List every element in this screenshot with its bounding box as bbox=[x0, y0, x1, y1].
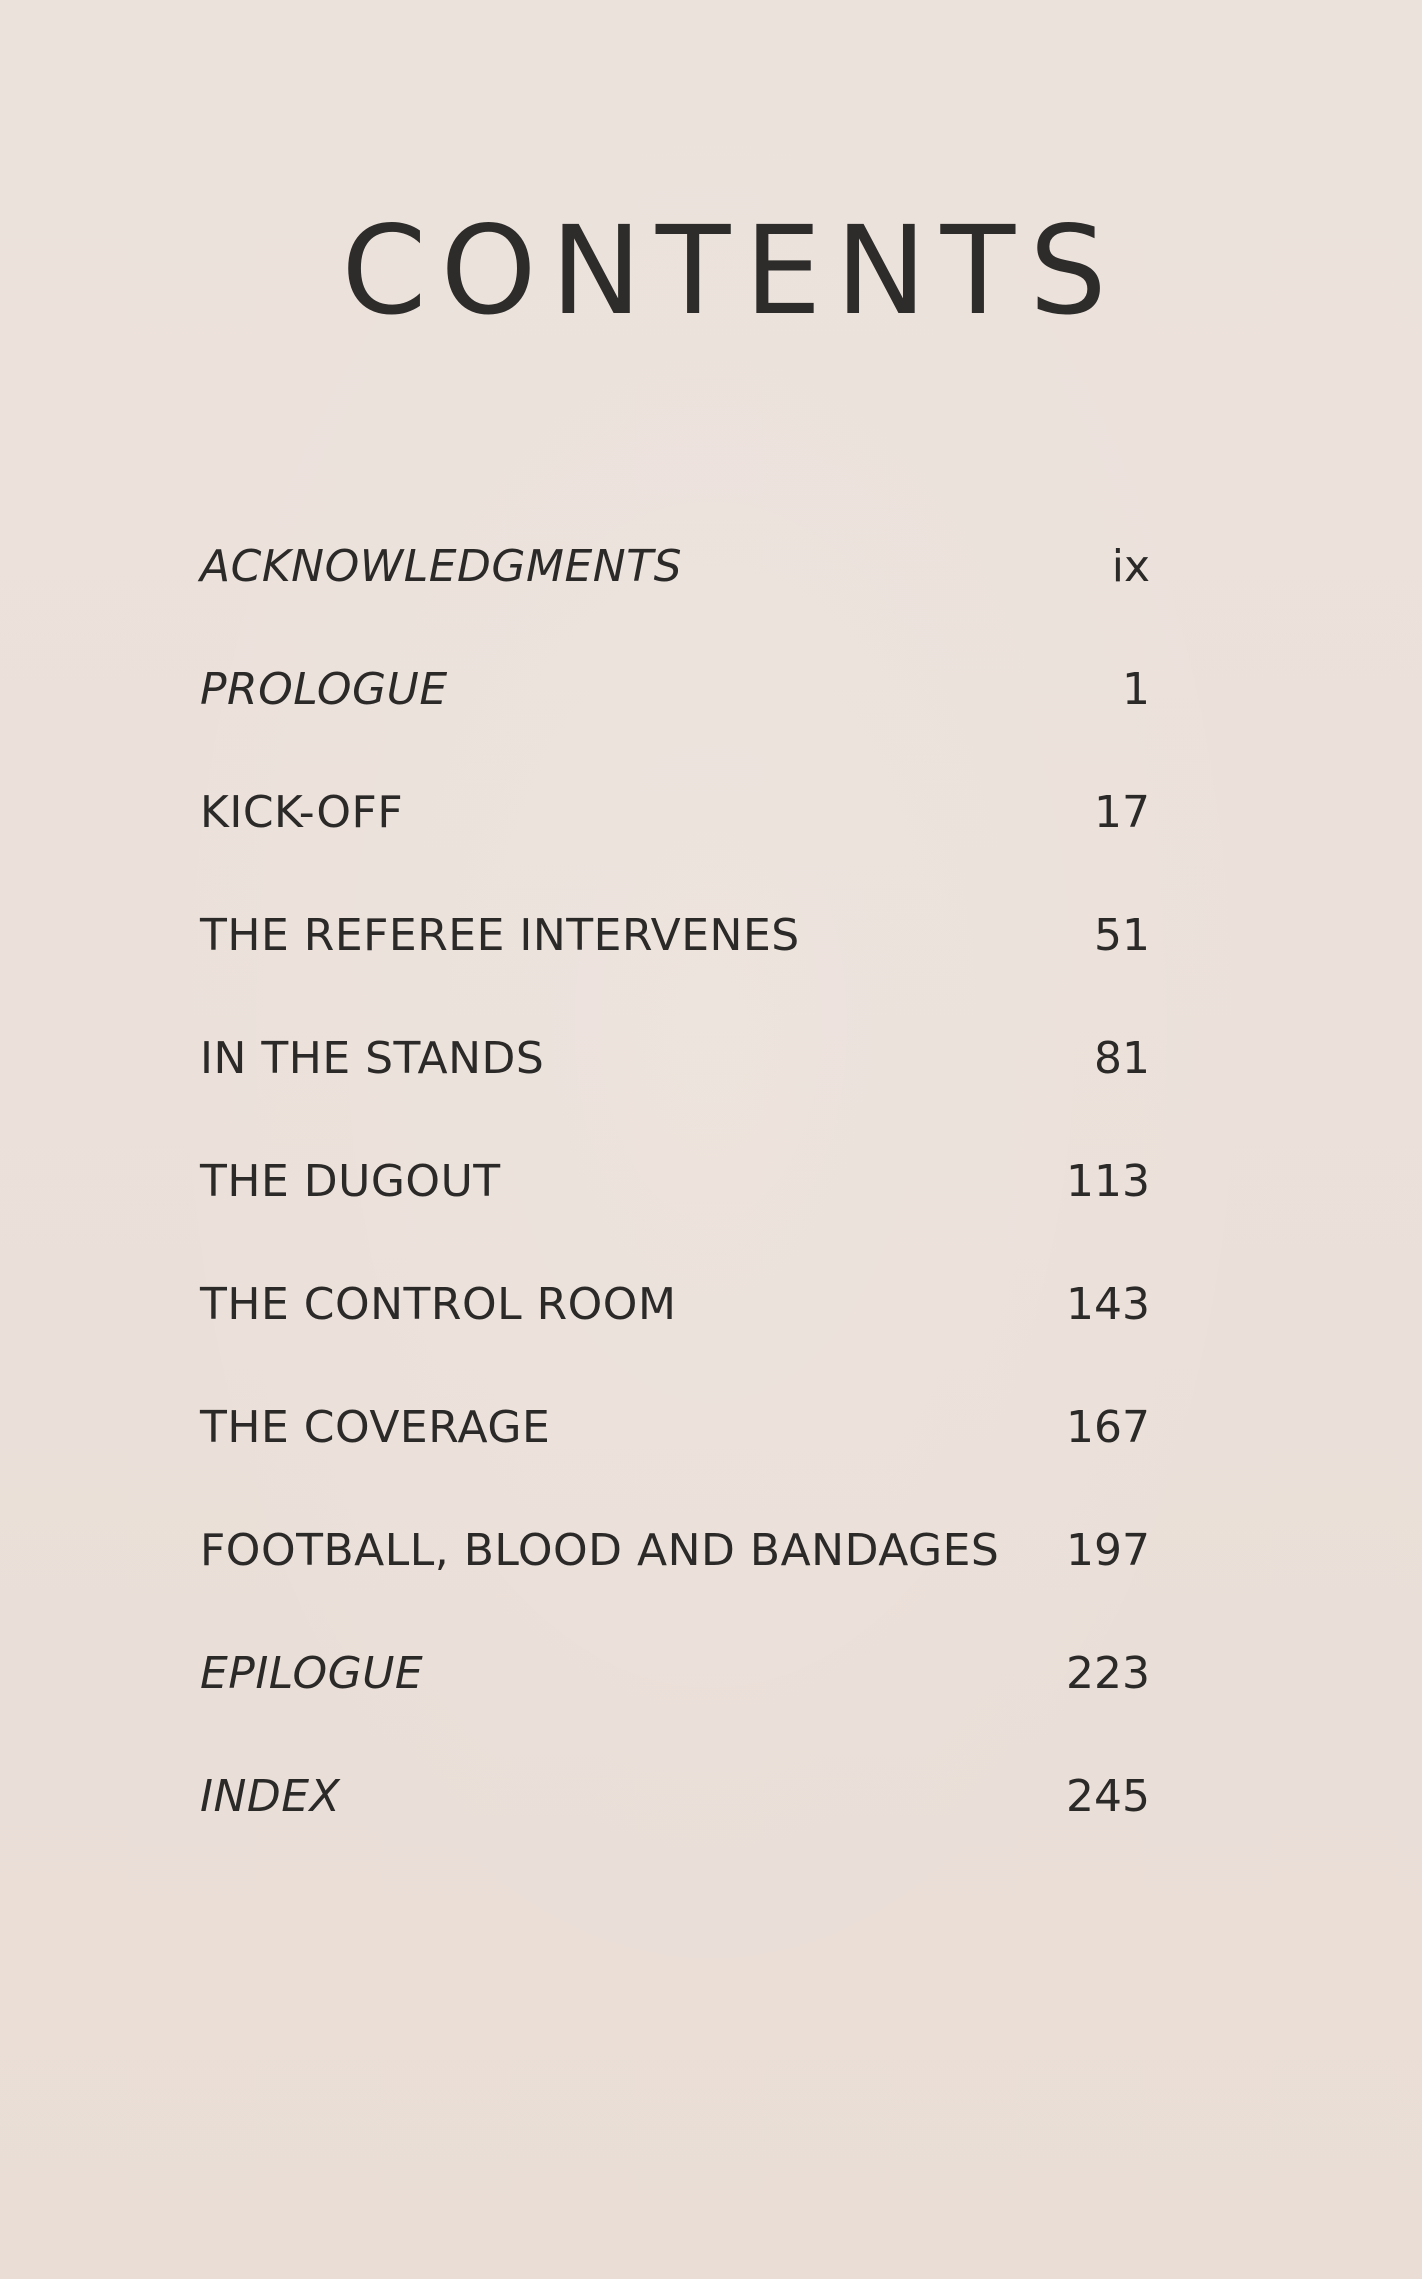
toc-entry-label: PROLOGUE bbox=[200, 664, 448, 715]
toc-entry-label: KICK-OFF bbox=[200, 787, 404, 838]
toc-entry-index bbox=[200, 1735, 1150, 1858]
toc-entry-page-number: 1 bbox=[1122, 664, 1150, 715]
page-title: CONTENTS bbox=[341, 200, 1121, 342]
toc-entry-page-number: 197 bbox=[1066, 1525, 1150, 1576]
toc-entry-page-number: 51 bbox=[1094, 910, 1150, 961]
toc-entry-page-number: 223 bbox=[1066, 1648, 1150, 1699]
toc-entry-label: FOOTBALL, BLOOD AND BANDAGES bbox=[200, 1525, 1000, 1576]
toc-entry-acknowledgments bbox=[200, 505, 1150, 628]
toc-entry-page-number: ix bbox=[1111, 541, 1150, 592]
toc-entry-in-the-stands bbox=[200, 997, 1150, 1120]
toc-entry-football-blood-bandages bbox=[200, 1489, 1150, 1612]
toc-entry-page-number: 81 bbox=[1094, 1033, 1150, 1084]
toc-entry-label: ACKNOWLEDGMENTS bbox=[200, 541, 683, 592]
toc-entry-label: THE COVERAGE bbox=[200, 1402, 551, 1453]
toc-entry-kick-off bbox=[200, 751, 1150, 874]
toc-entry-control-room bbox=[200, 1243, 1150, 1366]
toc-entry-page-number: 113 bbox=[1066, 1156, 1150, 1207]
toc-entry-prologue bbox=[200, 628, 1150, 751]
toc-entry-referee-intervenes bbox=[200, 874, 1150, 997]
toc-entry-label: THE REFEREE INTERVENES bbox=[200, 910, 800, 961]
toc-entry-label: THE CONTROL ROOM bbox=[200, 1279, 677, 1330]
toc-entry-label: EPILOGUE bbox=[200, 1648, 424, 1699]
toc-entry-page-number: 167 bbox=[1066, 1402, 1150, 1453]
toc-entry-label: IN THE STANDS bbox=[200, 1033, 545, 1084]
toc-entry-page-number: 143 bbox=[1066, 1279, 1150, 1330]
toc-entry-page-number: 245 bbox=[1066, 1771, 1150, 1822]
table-of-contents bbox=[200, 505, 1150, 1858]
toc-entry-epilogue bbox=[200, 1612, 1150, 1735]
toc-entry-the-coverage bbox=[200, 1366, 1150, 1489]
toc-entry-the-dugout bbox=[200, 1120, 1150, 1243]
toc-entry-label: INDEX bbox=[200, 1771, 341, 1822]
toc-entry-page-number: 17 bbox=[1094, 787, 1150, 838]
toc-entry-label: THE DUGOUT bbox=[200, 1156, 501, 1207]
